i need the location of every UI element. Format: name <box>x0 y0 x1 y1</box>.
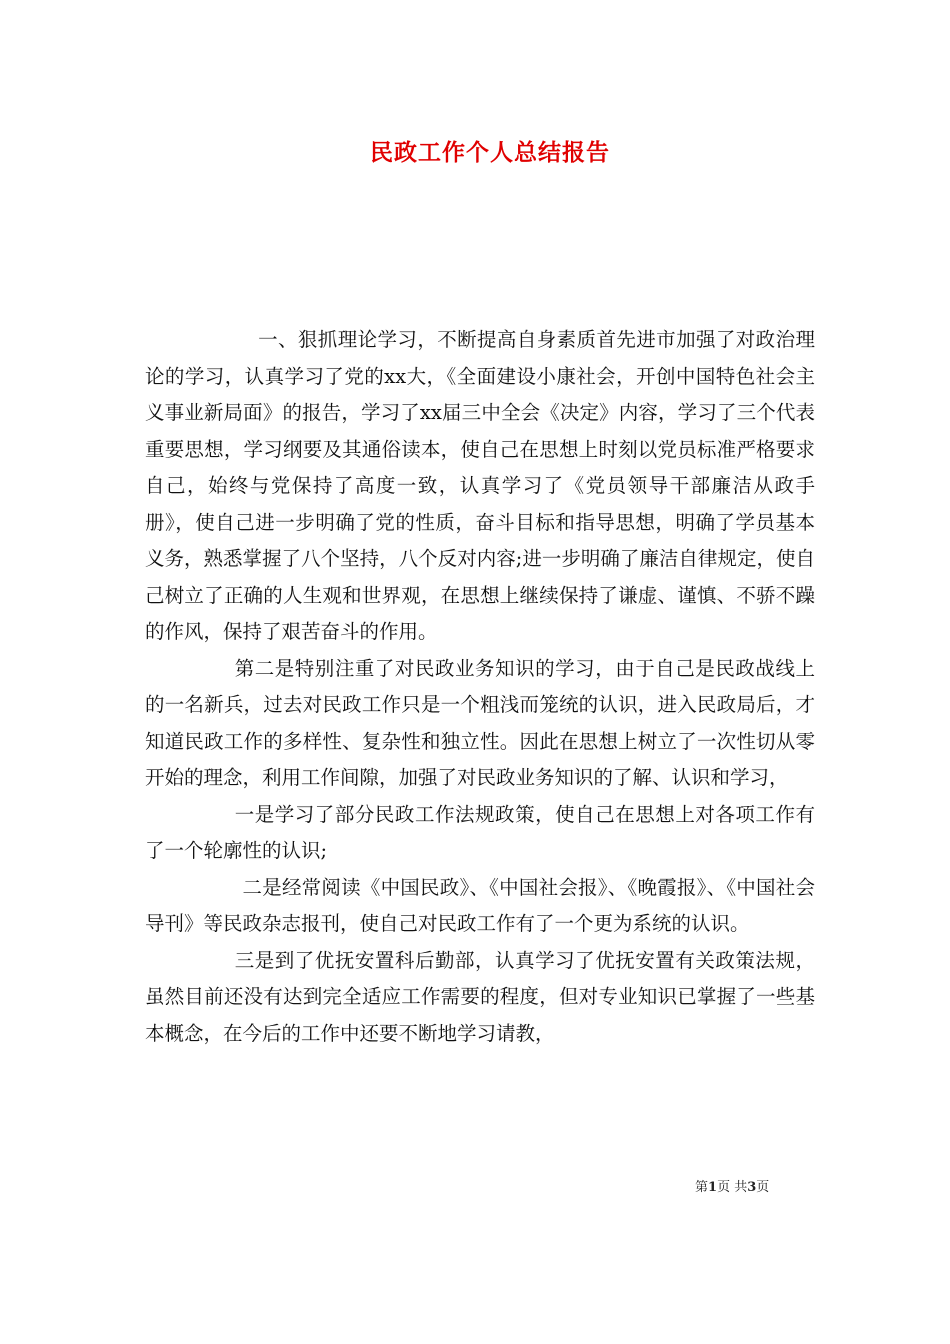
page-footer <box>695 1176 769 1195</box>
paragraph-theory-study: 一、狠抓理论学习，不断提高自身素质首先进市加强了对政治理论的学习，认真学习了党的xx大，《全面建设小康社会，开创中国特色社会主义事业新局面》的报告，学习了xx届三中全会《决定》内容，学习了三个代表重要思想，学习纲要及其通俗读本，使自己在思想上时刻以党员标准严格要求自己，始终与党保持了高度一致，认真学习了《党员领导干部廉洁从政手册》，使自己进一步明确了党的性质，奋斗目标和指导思想，明确了学员基本义务，熟悉掌握了八个坚持，八个反对内容;进一步明确了廉洁自律规定，使自己树立了正确的人生观和世界观，在思想上继续保持了谦虚、谨慎、不骄不躁的作风，保持了艰苦奋斗的作用。 <box>145 328 815 643</box>
footer-current-page: 1 <box>708 1180 718 1195</box>
document-body <box>145 322 815 1052</box>
paragraph-point-two: 二是经常阅读《中国民政》、《中国社会报》、《晚霞报》、《中国社会导刊》等民政杂志报刊，使自己对民政工作有了一个更为系统的认识。 <box>145 875 815 935</box>
document-title: 民政工作个人总结报告 <box>370 139 610 166</box>
footer-total-pages: 3 <box>747 1180 757 1195</box>
paragraph-point-one: 一是学习了部分民政工作法规政策，使自己在思想上对各项工作有了一个轮廓性的认识; <box>145 802 815 862</box>
footer-suffix: 页 <box>756 1180 770 1195</box>
paragraph-point-three: 三是到了优抚安置科后勤部，认真学习了优抚安置有关政策法规，虽然目前还没有达到完全适应工作需要的程度，但对专业知识已掌握了一些基本概念，在今后的工作中还要不断地学习请教， <box>145 948 815 1045</box>
footer-middle: 页 共 <box>717 1180 748 1195</box>
footer-prefix: 第 <box>695 1180 709 1195</box>
paragraph-business-knowledge: 第二是特别注重了对民政业务知识的学习，由于自己是民政战线上的一名新兵，过去对民政工作只是一个粗浅而笼统的认识，进入民政局后，才知道民政工作的多样性、复杂性和独立性。因此在思想上树立了一次性切从零开始的理念，利用工作间隙，加强了对民政业务知识的了解、认识和学习， <box>145 656 815 789</box>
